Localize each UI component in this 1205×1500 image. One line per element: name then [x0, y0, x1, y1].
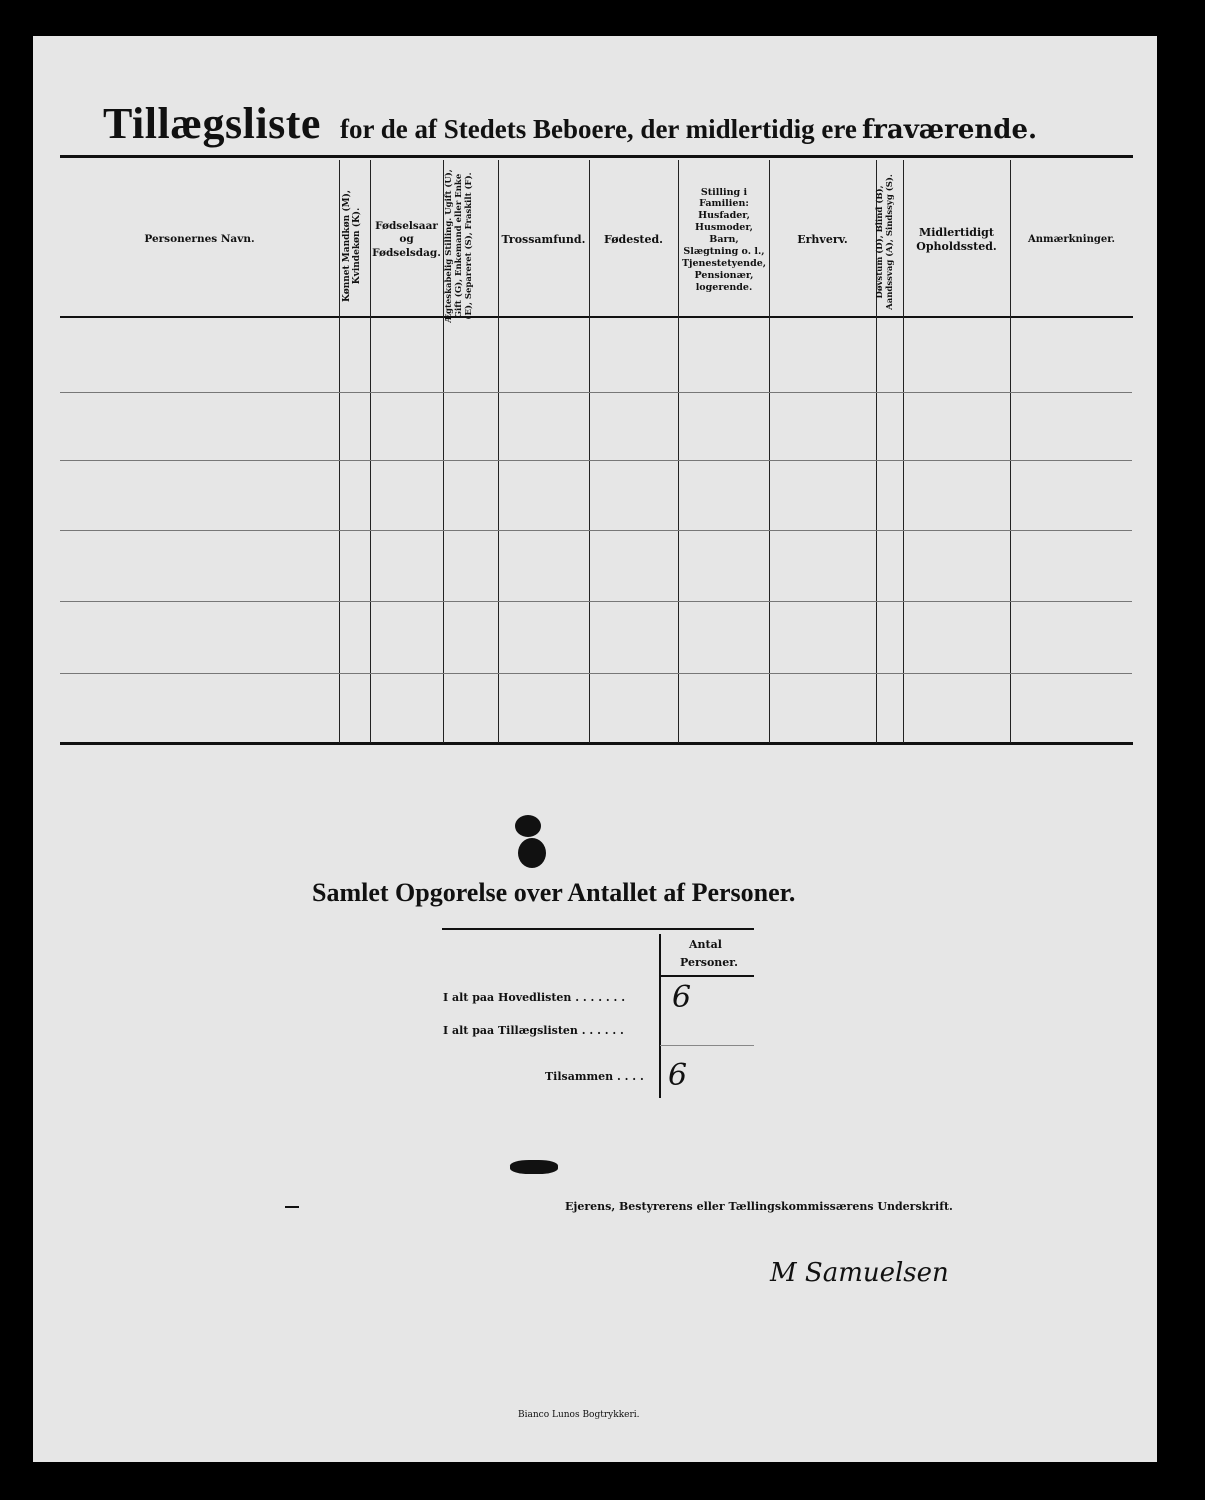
summary-label-tillaegslisten: I alt paa Tillægslisten . . . . . . — [443, 1024, 624, 1037]
header-trossamfund: Trossamfund. — [501, 233, 586, 247]
form-title — [103, 98, 1037, 149]
header-erhverv: Erhverv. — [797, 233, 848, 247]
header-anmaerkninger: Anmærkninger. — [1027, 233, 1116, 245]
summary-value-divider — [659, 934, 661, 1098]
summary-label-hovedlisten: I alt paa Hovedlisten . . . . . . . — [443, 991, 626, 1004]
table-top-rule — [60, 155, 1133, 158]
stray-mark — [285, 1206, 299, 1208]
table-row — [60, 673, 1132, 674]
title-rest: for de af Stedets Beboere, der midlertidig ere — [339, 114, 857, 144]
header-fodested: Fødested. — [603, 233, 664, 247]
summary-col-header-personer: Personer. — [680, 956, 738, 969]
header-personernes-navn: Personernes Navn. — [144, 233, 255, 246]
summary-header-rule — [660, 975, 754, 977]
summary-value-tilsammen: 6 — [668, 1058, 688, 1093]
summary-subtotal-rule — [660, 1045, 754, 1046]
header-fodselsaar: Fødselsaar og Fødselsdag. — [372, 220, 441, 259]
signature-label: Ejerens, Bestyrerens eller Tællingskommissærens Underskrift. — [565, 1200, 953, 1213]
header-kjon: Kønnet Mandkøn (M), Kvindekøn (K). — [342, 190, 363, 302]
summary-value-hovedlisten: 6 — [672, 980, 692, 1015]
title-emphasis: fraværende. — [861, 115, 1038, 145]
table-row — [60, 392, 1132, 393]
printer-imprint: Bianco Lunos Bogtrykkeri. — [518, 1410, 640, 1420]
summary-label-tilsammen: Tilsammen . . . . — [545, 1070, 644, 1083]
table-bottom-rule — [60, 742, 1133, 745]
signature: M Samuelsen — [770, 1258, 949, 1288]
header-bottom-rule — [60, 316, 1133, 318]
ink-smudge — [510, 1160, 558, 1174]
header-ophold: Midlertidigt Opholdssted. — [916, 226, 997, 253]
summary-col-header-antal: Antal — [689, 938, 722, 951]
header-dov: Døvstum (D), Blind (B), Aandssvag (A), Sindssyg (S). — [875, 174, 895, 310]
summary-top-rule — [442, 928, 754, 930]
summary-title: Samlet Opgorelse over Antallet af Personer. — [312, 878, 796, 907]
header-stilling: Stilling i Familien: Husfader, Husmoder, Barn, Slægtning o. l., Tjenestetyende, Pensionær, logerende. — [681, 186, 767, 293]
ink-blot — [518, 838, 546, 868]
table-row — [60, 530, 1132, 531]
col-divider — [678, 160, 679, 743]
header-aegteskab: Ægteskabelig Stilling. Ugift (U), Gift (G), Enkemand eller Enke (E), Separeret (S), Fraskilt (F). — [444, 169, 474, 323]
table-row — [60, 460, 1132, 461]
col-divider — [339, 160, 340, 743]
table-row — [60, 601, 1132, 602]
ink-blot — [515, 815, 541, 837]
title-main: Tillægsliste — [103, 99, 321, 148]
